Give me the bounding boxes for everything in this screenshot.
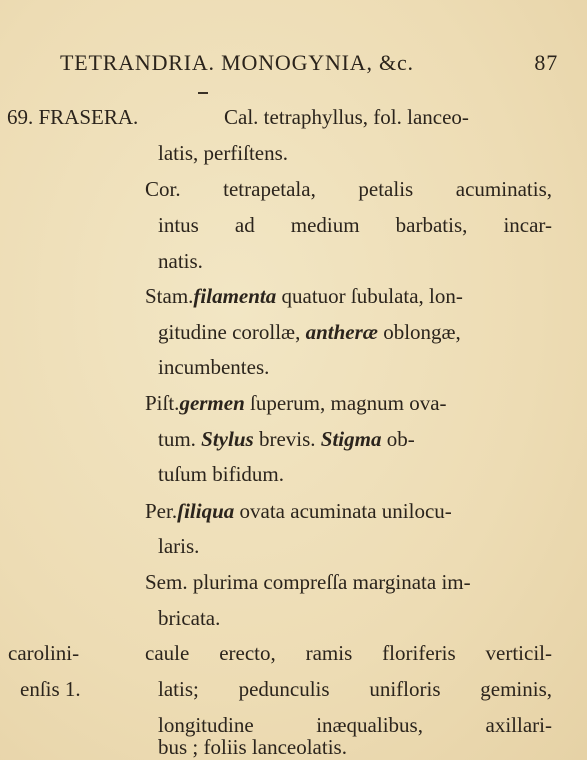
macron-mark [198,92,208,94]
species-desc-line-3: longitudine inæqualibus, axillari- [158,713,552,737]
calyx-line-1: Cal. tetraphyllus, fol. lanceo- [224,105,469,129]
genus-heading [7,104,138,130]
pistil-line-3: tuſum bifidum. [158,462,284,486]
stamen-text-2b: oblongæ, [377,320,461,344]
stamen-text-2a: gitudine corollæ, [158,320,306,344]
seed-line-2: bricata. [158,606,221,630]
pericarp-siliqua: ſiliqua [177,499,235,523]
pistil-text-2a: tum. [158,427,202,451]
species-name-line-2: enſis 1. [20,677,81,701]
corolla-line-3: natis. [158,249,203,273]
pistil-stylus: Stylus [201,427,254,451]
pistil-text-2b: brevis. [253,427,321,451]
stamen-label: Stam. [145,284,194,308]
pistil-stigma: Stigma [320,427,382,451]
corolla-line-1: Cor. tetrapetala, petalis acuminatis, [145,177,552,201]
pericarp-line-2: laris. [158,534,200,558]
genus-name: FRASERA. [38,105,139,129]
stamen-text-1: quatuor ſubulata, lon- [276,284,463,308]
stamen-line-3: incumbentes. [158,355,270,379]
species-desc-line-2: latis; pedunculis unifloris geminis, [158,677,552,701]
header-title: TETRANDRIA. MONOGYNIA, &c. [60,50,414,75]
pistil-text-1: ſuperum, magnum ova- [244,391,447,415]
stamen-line-2 [158,319,461,345]
running-header [60,50,558,76]
pistil-line-2 [158,426,415,452]
stamen-line-1 [145,283,463,309]
stamen-antherae: antheræ [305,320,378,344]
page-number: 87 [534,50,558,75]
pistil-label: Piſt. [145,391,180,415]
pericarp-label: Per. [145,499,178,523]
pistil-text-2c: ob- [381,427,415,451]
entry-number: 69. [7,105,34,129]
species-desc-line-4: bus ; foliis lanceolatis. [158,735,347,759]
stamen-filamenta: filamenta [193,284,277,308]
species-name-line-1: carolini- [8,641,80,665]
corolla-line-2: intus ad medium barbatis, incar- [158,213,552,237]
species-desc-line-1: caule erecto, ramis floriferis verticil- [145,641,552,665]
pericarp-line-1 [145,498,452,524]
pistil-line-1 [145,390,447,416]
pistil-germen: germen [179,391,245,415]
calyx-line-2: latis, perfiſtens. [158,141,289,165]
pericarp-text-1: ovata acuminata unilocu- [234,499,452,523]
seed-line-1: Sem. plurima compreſſa marginata im- [145,570,471,594]
